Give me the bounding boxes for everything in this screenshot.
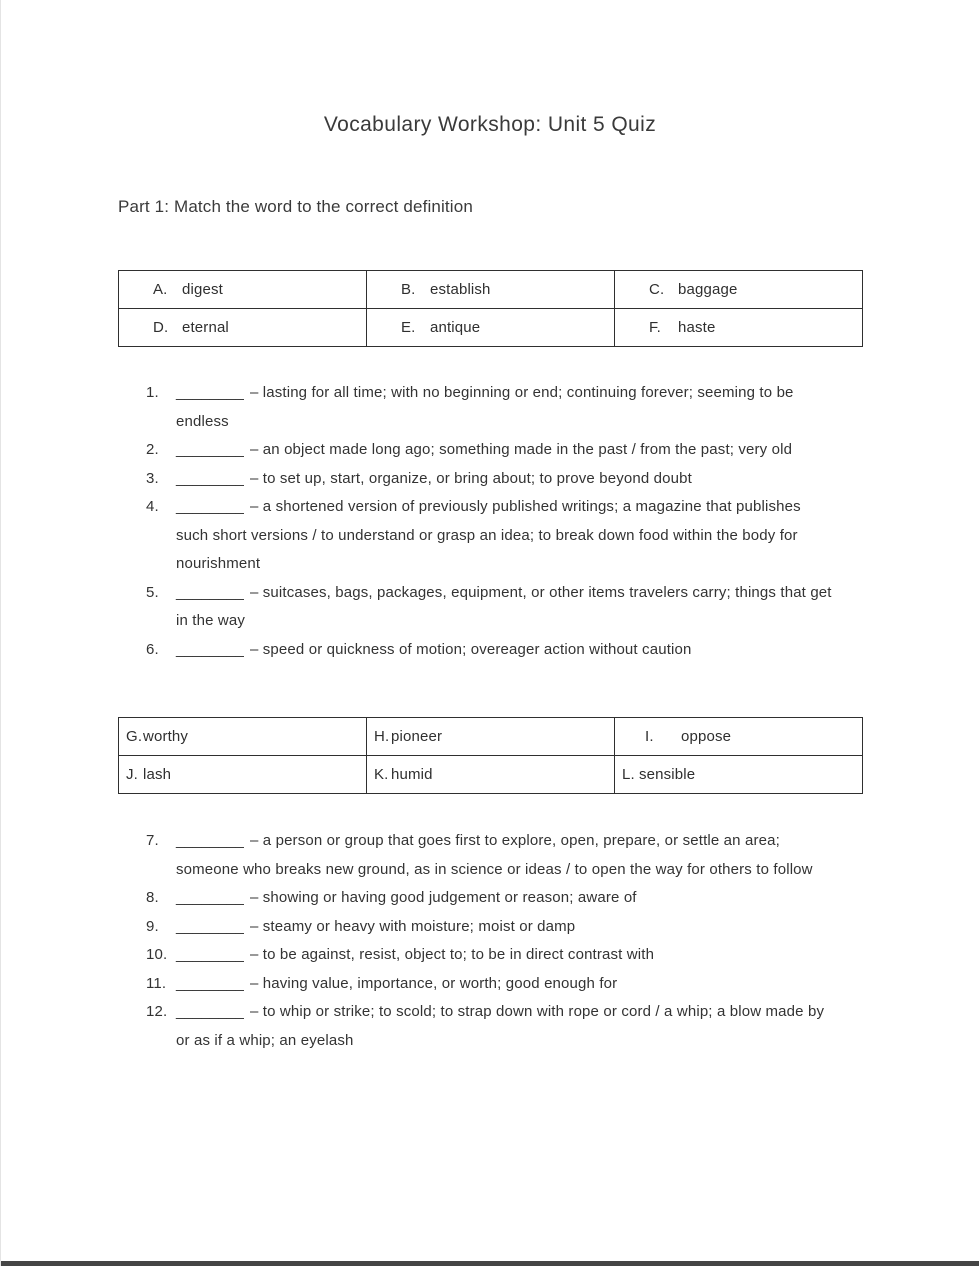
question-item-4 (146, 493, 862, 579)
question-body (176, 827, 836, 884)
word-cell-d (119, 309, 367, 347)
question-text: – an object made long ago; something made in the past / from the past; very old (249, 441, 793, 458)
word-letter: C. (649, 281, 665, 298)
page-bottom-edge (1, 1261, 979, 1266)
question-body (176, 493, 836, 579)
word-cell-a (119, 271, 367, 309)
word-letter: B. (401, 281, 416, 298)
question-body (176, 998, 836, 1055)
question-text: – to be against, resist, object to; to be in direct contrast with (249, 946, 655, 963)
answer-blank: ________ (176, 469, 244, 487)
word-letter: H. (374, 728, 390, 745)
word-text: establish (430, 281, 491, 298)
question-list-1 (146, 379, 862, 664)
table-row (119, 756, 863, 794)
question-text: – to whip or strike; to scold; to strap down with rope or cord / a whip; a blow made by or as if a whip; an eyelash (176, 1003, 825, 1049)
question-text: – steamy or heavy with moisture; moist or damp (249, 917, 576, 935)
word-bank-2-section (118, 717, 862, 794)
word-cell-l (615, 756, 863, 794)
word-text: pioneer (391, 728, 443, 745)
question-item-11 (146, 970, 862, 999)
question-text: – showing or having good judgement or reason; aware of (249, 889, 637, 906)
word-letter: D. (153, 319, 169, 336)
part1-heading: Part 1: Match the word to the correct definition (118, 197, 473, 216)
word-text: eternal (182, 319, 229, 336)
word-cell-b (367, 271, 615, 309)
word-text: haste (678, 319, 716, 336)
word-letter: G. (126, 728, 143, 745)
question-text: – speed or quickness of motion; overeager action without caution (249, 640, 692, 658)
word-text: sensible (639, 766, 696, 783)
word-cell-c (615, 271, 863, 309)
word-letter: F. (649, 319, 661, 336)
question-item-9 (146, 913, 862, 942)
word-text: baggage (678, 281, 738, 298)
question-text: – to set up, start, organize, or bring about; to prove beyond doubt (249, 469, 692, 487)
word-text: worthy (143, 728, 189, 745)
word-cell-f (615, 309, 863, 347)
question-item-6 (146, 636, 862, 665)
question-number: 8. (146, 889, 159, 906)
word-cell-j (119, 756, 367, 794)
question-number: 2. (146, 441, 159, 458)
answer-blank: ________ (176, 917, 244, 935)
question-number: 10. (146, 946, 168, 963)
word-text: digest (182, 281, 223, 298)
question-item-1 (146, 379, 862, 436)
word-letter: L. (622, 766, 635, 783)
question-item-10 (146, 941, 862, 970)
question-body (176, 941, 836, 970)
word-text: lash (143, 766, 172, 783)
question-number: 3. (146, 469, 159, 487)
question-body (176, 636, 836, 665)
word-cell-k (367, 756, 615, 794)
answer-blank: ________ (176, 946, 244, 963)
question-number: 9. (146, 917, 159, 935)
word-text: humid (391, 766, 433, 783)
question-body (176, 579, 836, 636)
question-body (176, 436, 836, 465)
question-number: 7. (146, 832, 159, 849)
answer-blank: ________ (176, 974, 244, 992)
word-letter: K. (374, 766, 389, 783)
word-text: oppose (681, 728, 732, 745)
answer-blank: ________ (176, 498, 244, 515)
table-row (119, 309, 863, 347)
answer-blank: ________ (176, 384, 244, 401)
page-title: Vocabulary Workshop: Unit 5 Quiz (323, 113, 657, 136)
question-item-7 (146, 827, 862, 884)
question-body (176, 884, 836, 913)
word-bank-table-1 (118, 270, 863, 347)
word-cell-i (615, 718, 863, 756)
question-body (176, 465, 836, 494)
word-letter: A. (153, 281, 168, 298)
question-body (176, 913, 836, 942)
word-letter: E. (401, 319, 416, 336)
question-text: – lasting for all time; with no beginning or end; continuing forever; seeming to be endless (176, 384, 794, 430)
question-item-8 (146, 884, 862, 913)
answer-blank: ________ (176, 1003, 244, 1020)
word-bank-table-2 (118, 717, 863, 794)
word-cell-h (367, 718, 615, 756)
word-text: antique (430, 319, 481, 336)
question-list-2 (146, 827, 862, 1055)
answer-blank: ________ (176, 441, 244, 458)
word-letter: J. (126, 766, 138, 783)
word-cell-e (367, 309, 615, 347)
question-text: – having value, importance, or worth; good enough for (249, 974, 618, 992)
answer-blank: ________ (176, 640, 244, 658)
question-item-3 (146, 465, 862, 494)
question-text: – a person or group that goes first to explore, open, prepare, or settle an area; someone who breaks new ground, as in science or ideas / to open the way for others to follow (176, 832, 813, 878)
answer-blank: ________ (176, 832, 244, 849)
question-number: 11. (146, 974, 167, 992)
table-row (119, 718, 863, 756)
word-letter: I. (645, 728, 654, 745)
question-body (176, 970, 836, 999)
question-body (176, 379, 836, 436)
answer-blank: ________ (176, 583, 244, 601)
question-number: 1. (146, 384, 159, 401)
word-cell-g (119, 718, 367, 756)
question-number: 6. (146, 640, 159, 658)
question-item-12 (146, 998, 862, 1055)
question-number: 5. (146, 583, 159, 601)
question-number: 4. (146, 498, 159, 515)
answer-blank: ________ (176, 889, 244, 906)
question-item-5 (146, 579, 862, 636)
question-number: 12. (146, 1003, 168, 1020)
question-item-2 (146, 436, 862, 465)
table-row (119, 271, 863, 309)
question-text: – a shortened version of previously published writings; a magazine that publishes such short versions / to understand or grasp an idea; to break down food within the body for nourishment (176, 498, 801, 572)
question-text: – suitcases, bags, packages, equipment, or other items travelers carry; things that get in the way (176, 583, 832, 629)
